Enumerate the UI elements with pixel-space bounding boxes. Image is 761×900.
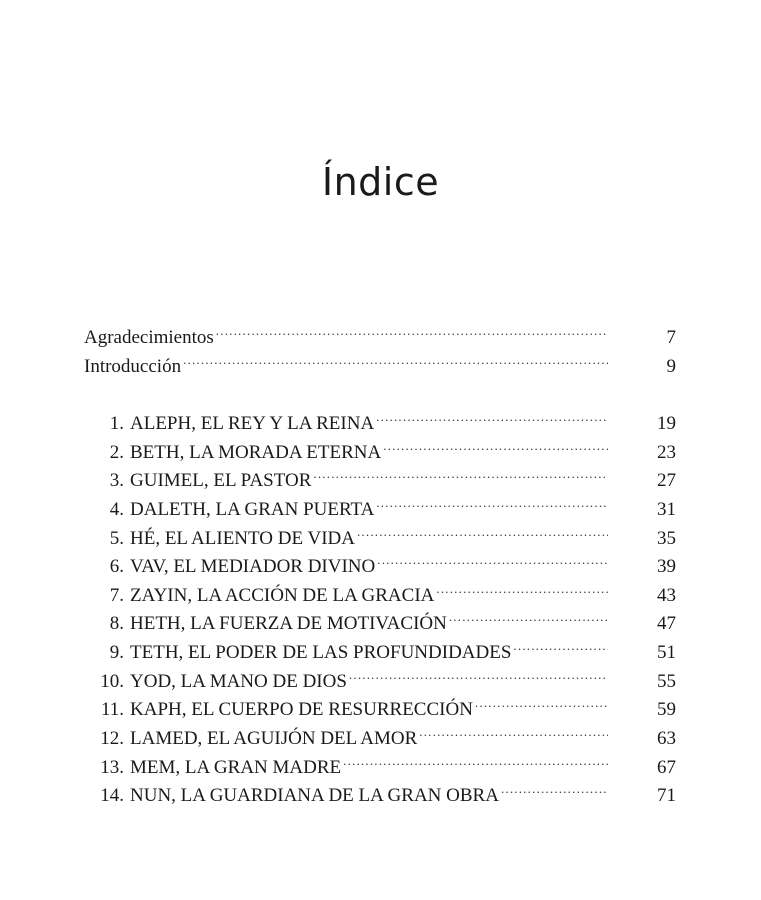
chapter-number: 3. [109, 470, 124, 491]
dot-leader [449, 601, 608, 629]
toc-entry-label: ALEPH, EL REY Y LA REINA [130, 413, 375, 434]
toc-entry-chapter-10[interactable] [84, 659, 676, 692]
toc-entry-page: 9 [666, 356, 676, 377]
dot-leader [376, 401, 608, 429]
toc-entry-chapter-9[interactable] [84, 630, 676, 663]
toc-entry-chapter-5[interactable] [84, 516, 676, 549]
chapter-number: 10. [100, 671, 124, 692]
chapter-number: 11. [100, 699, 124, 720]
toc-entry-chapter-2[interactable] [84, 430, 676, 463]
toc-entry-page: 35 [657, 528, 676, 549]
toc-entry-label: HÉ, EL ALIENTO DE VIDA [130, 528, 355, 549]
toc-entry-page: 39 [657, 556, 676, 577]
chapter-number: 7. [109, 585, 124, 606]
dot-leader [436, 573, 608, 601]
toc-entry-chapter-7[interactable] [84, 573, 676, 606]
chapter-number: 13. [100, 757, 124, 778]
dot-leader [357, 516, 608, 544]
toc-entry-page: 51 [657, 642, 676, 663]
toc-entry-chapter-4[interactable] [84, 487, 676, 520]
dot-leader [376, 487, 608, 515]
toc-entry-page: 71 [657, 785, 676, 806]
dot-leader [216, 315, 608, 343]
toc-entry-chapter-8[interactable] [84, 601, 676, 634]
toc-entry-label: LAMED, EL AGUIJÓN DEL AMOR [130, 728, 418, 749]
chapter-number: 1. [109, 413, 124, 434]
toc-entry-chapter-6[interactable] [84, 544, 676, 577]
toc-entry-page: 19 [657, 413, 676, 434]
toc-entry-agradecimientos[interactable] [84, 315, 676, 348]
toc-entry-page: 7 [666, 327, 676, 348]
toc-entry-label: Agradecimientos [84, 327, 214, 348]
chapter-number: 14. [100, 785, 124, 806]
page-title: Índice [321, 160, 440, 204]
toc-entry-label: BETH, LA MORADA ETERNA [130, 442, 382, 463]
dot-leader [513, 630, 608, 658]
toc-entry-label: VAV, EL MEDIADOR DIVINO [130, 556, 376, 577]
toc-entry-page: 67 [657, 757, 676, 778]
toc-entry-page: 43 [657, 585, 676, 606]
toc-entry-page: 31 [657, 499, 676, 520]
chapter-number: 12. [100, 728, 124, 749]
dot-leader [349, 659, 608, 687]
dot-leader [377, 544, 608, 572]
toc-entry-page: 55 [657, 671, 676, 692]
toc-entry-chapter-14[interactable] [84, 773, 676, 806]
toc-entry-label: TETH, EL PODER DE LAS PROFUNDIDADES [130, 642, 512, 663]
dot-leader [313, 458, 608, 486]
chapter-number: 6. [109, 556, 124, 577]
toc-entry-chapter-12[interactable] [84, 716, 676, 749]
dot-leader [343, 745, 608, 773]
chapter-number: 8. [109, 613, 124, 634]
toc-entry-page: 59 [657, 699, 676, 720]
toc-entry-page: 27 [657, 470, 676, 491]
toc-entry-label: NUN, LA GUARDIANA DE LA GRAN OBRA [130, 785, 499, 806]
dot-leader [383, 430, 608, 458]
dot-leader [183, 344, 608, 372]
toc-entry-label: KAPH, EL CUERPO DE RESURRECCIÓN [130, 699, 473, 720]
dot-leader [475, 687, 608, 715]
toc-entry-chapter-1[interactable] [84, 401, 676, 434]
toc-entry-label: GUIMEL, EL PASTOR [130, 470, 312, 491]
chapter-number: 9. [109, 642, 124, 663]
dot-leader [501, 773, 608, 801]
toc-entry-label: DALETH, LA GRAN PUERTA [130, 499, 375, 520]
toc-entry-chapter-3[interactable] [84, 458, 676, 491]
chapter-number: 5. [109, 528, 124, 549]
toc-entry-label: ZAYIN, LA ACCIÓN DE LA GRACIA [130, 585, 435, 606]
toc-entry-page: 23 [657, 442, 676, 463]
toc-entry-label: MEM, LA GRAN MADRE [130, 757, 342, 778]
toc-entry-chapter-11[interactable] [84, 687, 676, 720]
toc-entry-introduccion[interactable] [84, 344, 676, 377]
dot-leader [419, 716, 608, 744]
toc-entry-label: Introducción [84, 356, 182, 377]
chapter-number: 2. [109, 442, 124, 463]
chapter-number: 4. [109, 499, 124, 520]
toc-entry-page: 63 [657, 728, 676, 749]
toc-entry-label: HETH, LA FUERZA DE MOTIVACIÓN [130, 613, 447, 634]
toc-entry-page: 47 [657, 613, 676, 634]
toc-entry-chapter-13[interactable] [84, 745, 676, 778]
toc-entry-label: YOD, LA MANO DE DIOS [130, 671, 347, 692]
